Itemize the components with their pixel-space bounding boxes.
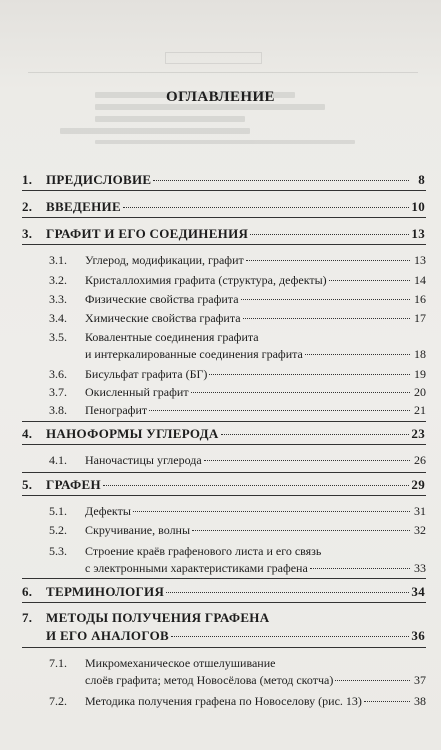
- entry-title: Дефекты: [85, 504, 131, 518]
- dot-leader: [246, 260, 410, 261]
- toc-section-5-3[interactable]: [85, 561, 426, 576]
- toc-section-3-4[interactable]: [49, 311, 426, 326]
- toc-chapter-7-line1[interactable]: [22, 610, 269, 626]
- toc-section-7-1[interactable]: [85, 673, 426, 688]
- entry-title-continued: И ЕГО АНАЛОГОВ: [46, 628, 169, 643]
- toc-section-3-5[interactable]: [85, 347, 426, 362]
- dot-leader: [241, 299, 410, 300]
- toc-title: ОГЛАВЛЕНИЕ: [166, 89, 275, 105]
- entry-page: 34: [411, 584, 425, 599]
- entry-number: 3.8.: [49, 403, 67, 417]
- entry-number: 7.2.: [49, 694, 67, 708]
- toc-section-5-1[interactable]: [49, 504, 426, 519]
- entry-number: 3.2.: [49, 273, 67, 287]
- entry-title: Микромеханическое отшелушивание: [85, 656, 276, 670]
- toc-section-3-6[interactable]: [49, 367, 426, 382]
- dot-leader: [149, 410, 410, 411]
- toc-chapter-6[interactable]: [22, 584, 425, 600]
- entry-page: 32: [414, 523, 426, 537]
- dot-leader: [221, 434, 409, 435]
- toc-section-3-2[interactable]: [49, 273, 426, 288]
- entry-page: 10: [411, 199, 425, 214]
- toc-chapter-3[interactable]: [22, 226, 425, 242]
- entry-number: 5.3.: [49, 544, 67, 558]
- toc-section-3-7[interactable]: [49, 385, 426, 400]
- entry-title: МЕТОДЫ ПОЛУЧЕНИЯ ГРАФЕНА: [46, 610, 270, 625]
- entry-page: 33: [414, 561, 426, 575]
- entry-title: Физические свойства графита: [85, 292, 239, 306]
- entry-number: 3.: [22, 226, 33, 241]
- entry-page: 21: [414, 403, 426, 417]
- entry-page: 31: [414, 504, 426, 518]
- chapter-divider: [22, 190, 426, 191]
- entry-title-continued: слоёв графита; метод Новосёлова (метод скотча): [85, 673, 334, 687]
- entry-title: Наночастицы углерода: [85, 453, 202, 467]
- entry-page: 26: [414, 453, 426, 467]
- entry-number: 3.6.: [49, 367, 67, 381]
- entry-title: Углерод, модификации, графит: [85, 253, 244, 267]
- entry-number: 5.1.: [49, 504, 67, 518]
- entry-page: 13: [414, 253, 426, 267]
- dot-leader: [123, 207, 409, 208]
- entry-page: 18: [414, 347, 426, 361]
- entry-title: Методика получения графена по Новоселову (рис. 13): [85, 694, 362, 708]
- entry-number: 1.: [22, 172, 33, 187]
- toc-chapter-1[interactable]: [22, 172, 425, 188]
- entry-number: 7.: [22, 610, 33, 625]
- entry-title: Кристаллохимия графита (структура, дефекты): [85, 273, 327, 287]
- entry-page: 19: [414, 367, 426, 381]
- entry-number: 3.5.: [49, 330, 67, 344]
- dot-leader: [329, 280, 410, 281]
- entry-number: 2.: [22, 199, 33, 214]
- entry-title: Строение краёв графенового листа и его связь: [85, 544, 322, 558]
- chapter-divider: [22, 578, 426, 579]
- chapter-divider: [22, 421, 426, 422]
- entry-title-continued: и интеркалированные соединения графита: [85, 347, 303, 361]
- entry-page: 29: [411, 477, 425, 492]
- chapter-divider: [22, 647, 426, 648]
- entry-page: 14: [414, 273, 426, 287]
- entry-title: Химические свойства графита: [85, 311, 241, 325]
- entry-title: Окисленный графит: [85, 385, 189, 399]
- entry-title: Пенографит: [85, 403, 148, 417]
- entry-title: ВВЕДЕНИЕ: [46, 199, 121, 214]
- entry-title: Бисульфат графита (БГ): [85, 367, 208, 381]
- entry-page: 20: [414, 385, 426, 399]
- toc-section-7-2[interactable]: [49, 694, 426, 709]
- entry-page: 17: [414, 311, 426, 325]
- toc-chapter-4[interactable]: [22, 426, 425, 442]
- chapter-divider: [22, 602, 426, 603]
- chapter-divider: [22, 244, 426, 245]
- entry-title: ПРЕДИСЛОВИЕ: [46, 172, 152, 187]
- entry-number: 3.3.: [49, 292, 67, 306]
- entry-page: 38: [414, 694, 426, 708]
- chapter-divider: [22, 472, 426, 473]
- dot-leader: [250, 234, 409, 235]
- entry-page: 37: [414, 673, 426, 687]
- entry-title: ТЕРМИНОЛОГИЯ: [46, 584, 165, 599]
- dot-leader: [310, 568, 410, 569]
- entry-number: 7.1.: [49, 656, 67, 670]
- entry-number: 5.2.: [49, 523, 67, 537]
- entry-page: 23: [411, 426, 425, 441]
- entry-number: 5.: [22, 477, 33, 492]
- dot-leader: [305, 354, 410, 355]
- toc-section-5-2[interactable]: [49, 523, 426, 538]
- entry-title: Ковалентные соединения графита: [85, 330, 259, 344]
- toc-section-4-1[interactable]: [49, 453, 426, 468]
- toc-chapter-2[interactable]: [22, 199, 425, 215]
- dot-leader: [204, 460, 410, 461]
- dot-leader: [243, 318, 410, 319]
- toc-chapter-7[interactable]: [46, 628, 425, 644]
- entry-number: 4.: [22, 426, 33, 441]
- entry-page: 13: [411, 226, 425, 241]
- entry-number: 3.7.: [49, 385, 67, 399]
- toc-section-3-5-line1[interactable]: [49, 330, 259, 345]
- toc-section-7-1-line1[interactable]: [49, 656, 275, 671]
- entry-title: ГРАФЕН: [46, 477, 101, 492]
- entry-title-continued: с электронными характеристиками графена: [85, 561, 308, 575]
- dot-leader: [166, 592, 409, 593]
- dot-leader: [335, 680, 410, 681]
- dot-leader: [364, 701, 410, 702]
- entry-title: ГРАФИТ И ЕГО СОЕДИНЕНИЯ: [46, 226, 249, 241]
- dot-leader: [171, 636, 409, 637]
- entry-title: Скручивание, волны: [85, 523, 191, 537]
- entry-number: 6.: [22, 584, 33, 599]
- toc-section-3-3[interactable]: [49, 292, 426, 307]
- entry-page: 8: [418, 172, 425, 187]
- entry-number: 3.4.: [49, 311, 67, 325]
- toc-chapter-5[interactable]: [22, 477, 425, 493]
- dot-leader: [191, 392, 410, 393]
- toc-section-3-1[interactable]: [49, 253, 426, 268]
- dot-leader: [103, 485, 409, 486]
- toc-section-3-8[interactable]: [49, 403, 426, 418]
- dot-leader: [133, 511, 410, 512]
- chapter-divider: [22, 217, 426, 218]
- chapter-divider: [22, 495, 426, 496]
- entry-page: 16: [414, 292, 426, 306]
- chapter-divider: [22, 444, 426, 445]
- dot-leader: [192, 530, 410, 531]
- entry-number: 4.1.: [49, 453, 67, 467]
- entry-number: 3.1.: [49, 253, 67, 267]
- toc-section-5-3-line1[interactable]: [49, 544, 321, 559]
- entry-page: 36: [411, 628, 425, 643]
- dot-leader: [209, 374, 410, 375]
- dot-leader: [153, 180, 409, 181]
- entry-title: НАНОФОРМЫ УГЛЕРОДА: [46, 426, 219, 441]
